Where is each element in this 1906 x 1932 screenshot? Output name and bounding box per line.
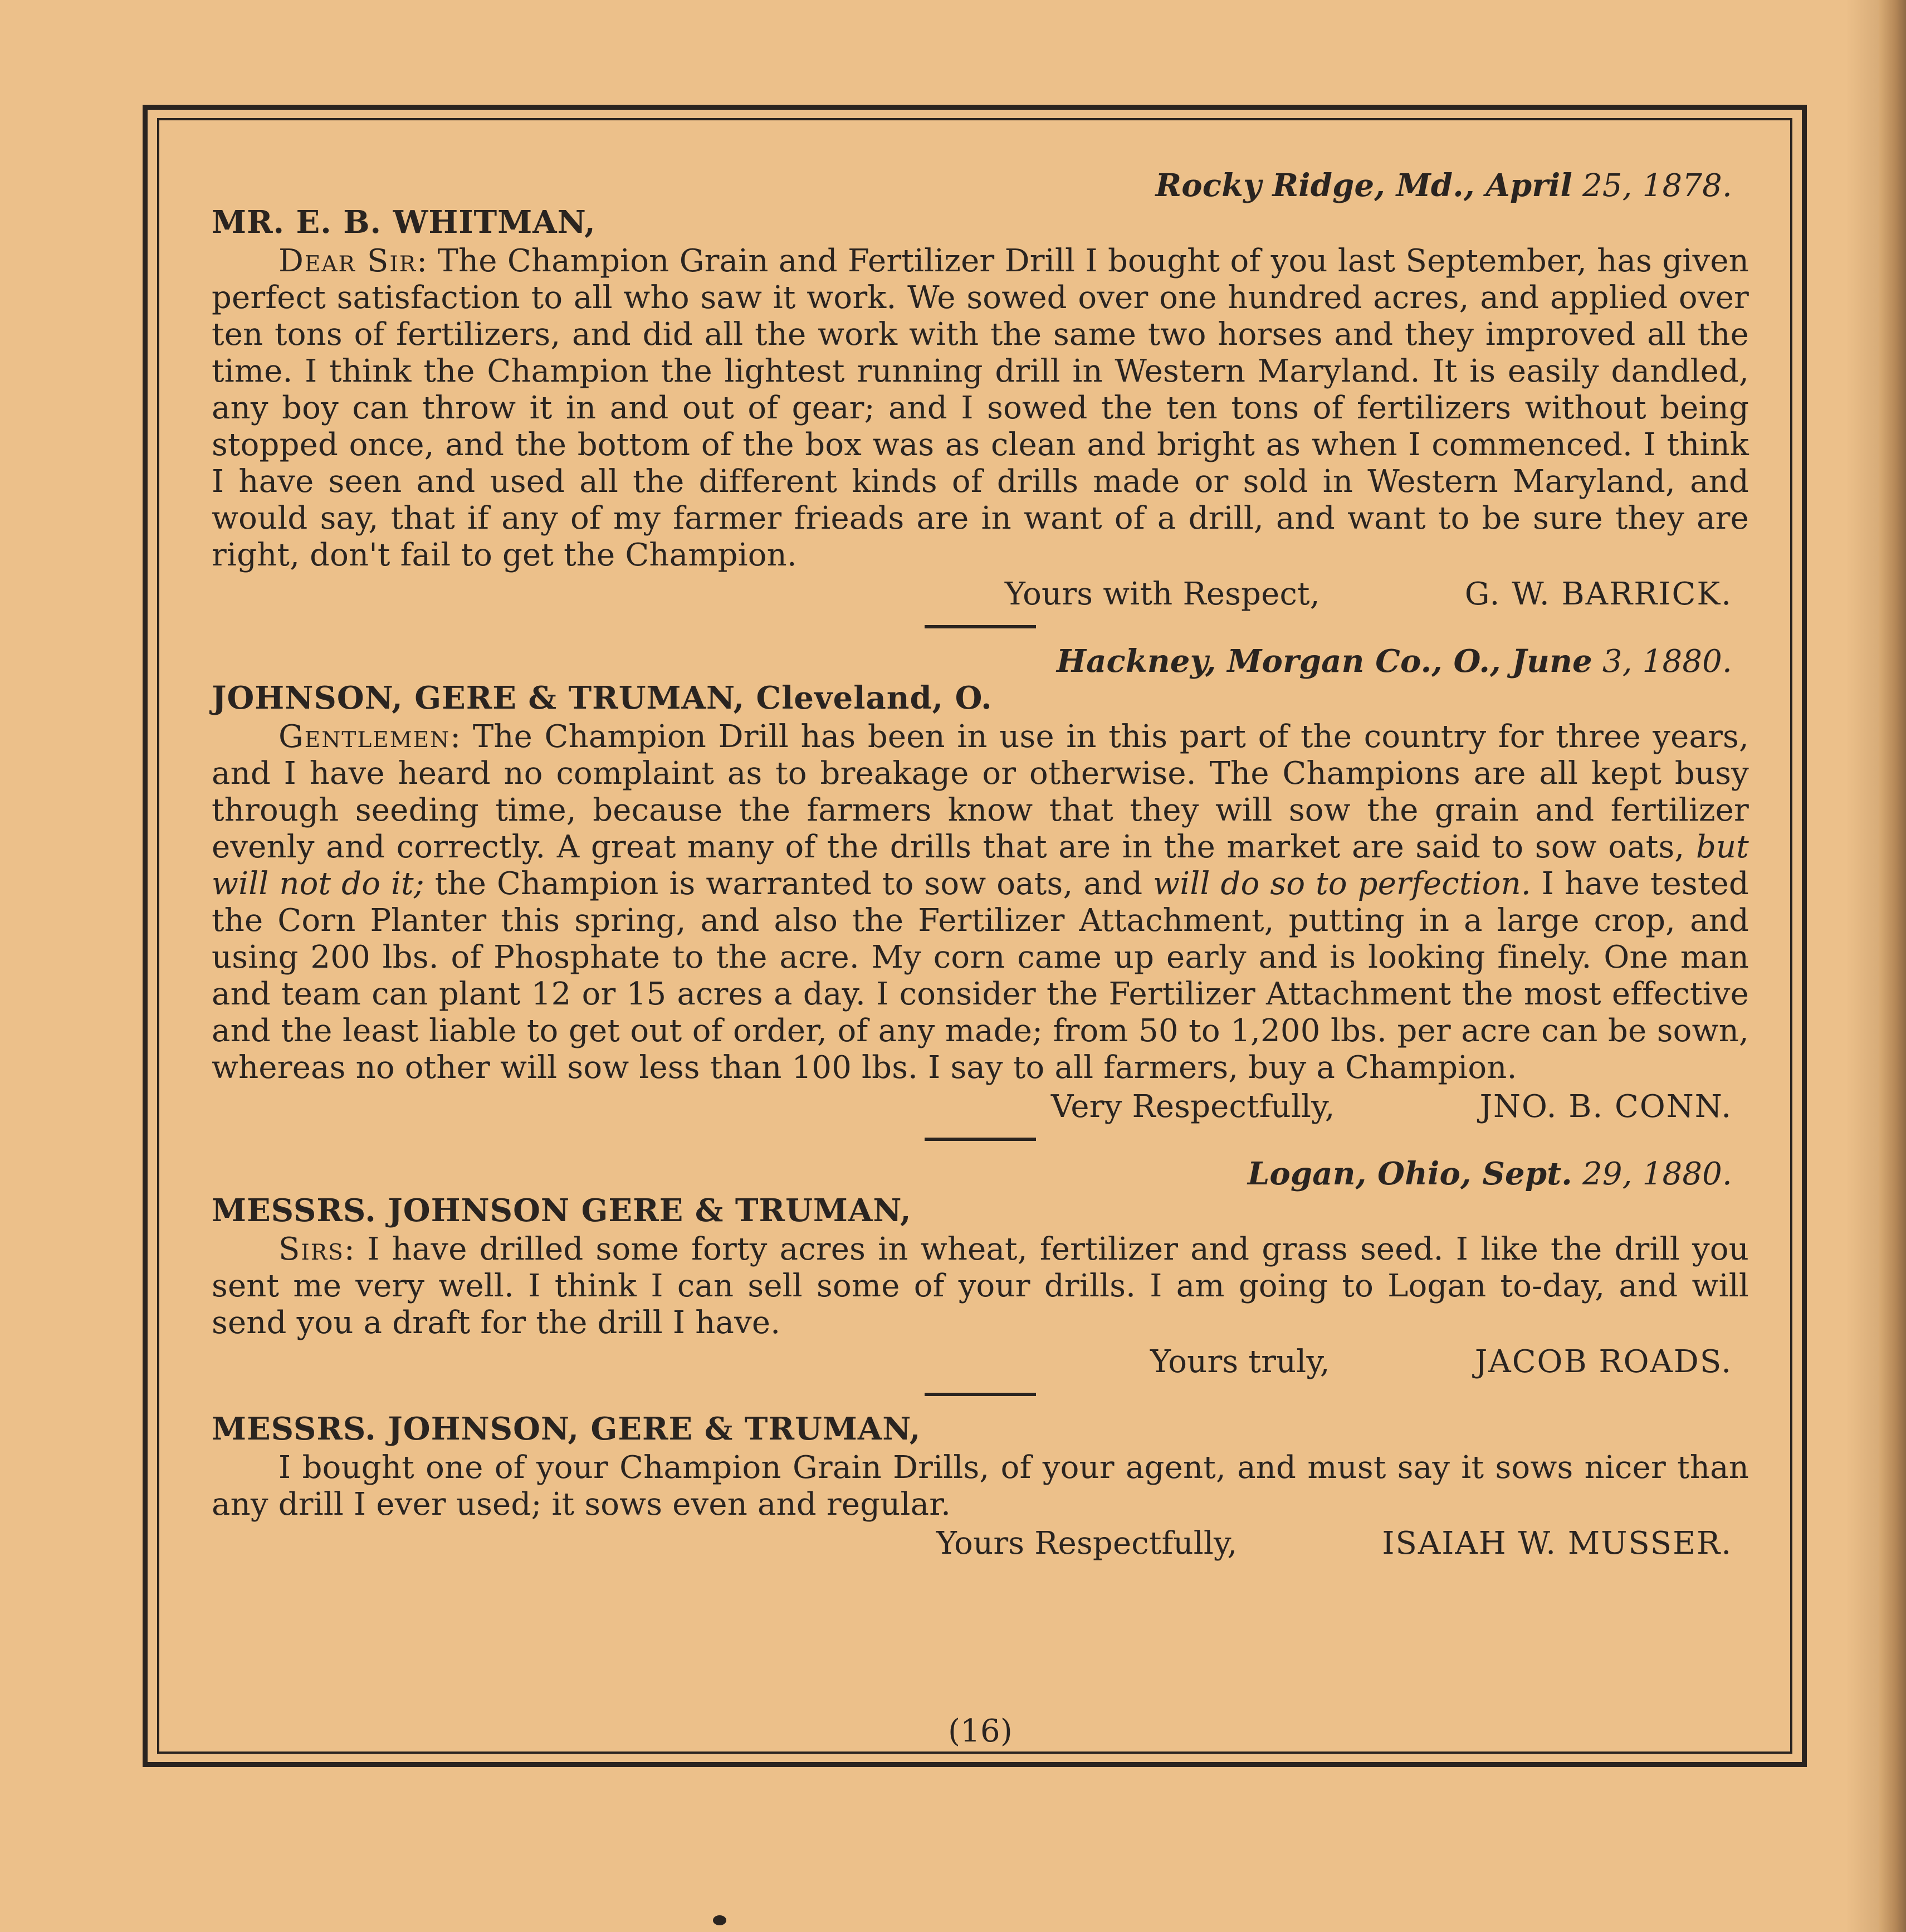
signer: ISAIAH W. MUSSER. [1382,1525,1732,1562]
addressee: MR. E. B. WHITMAN, [212,204,596,241]
addressee: MESSRS. JOHNSON, GERE & TRUMAN, [212,1411,921,1447]
body-italic-1: but will not do it; [212,829,1749,902]
dateline-place: Rocky Ridge, Md., April [1155,167,1572,204]
body-italic-2: will do so to perfection. [1153,866,1531,902]
dateline-date: 29, 1880. [1582,1156,1732,1192]
page-number: (16) [948,1713,1013,1749]
closing: Yours truly, [1150,1344,1330,1380]
closing: Yours Respectfully, [936,1525,1238,1562]
salutation: Gentlemen [278,719,451,755]
ink-blot [713,1915,726,1925]
addressee: MESSRS. JOHNSON GERE & TRUMAN, [212,1192,912,1229]
letter-body: I bought one of your Champion Grain Drills, of your agent, and must say it sows nicer than any drill I ever used; it sows even and regular. [212,1450,1749,1523]
signer: G. W. BARRICK. [1464,576,1732,612]
letter-barrick [212,167,1749,615]
closing: Yours with Respect, [1004,576,1320,612]
page-edge [1879,0,1906,1932]
dateline-place: Logan, Ohio, Sept. [1247,1155,1572,1192]
divider-rule [925,625,1036,628]
body-text-part2: the Champion is warranted to sow oats, and [434,866,1143,902]
salutation: Sirs [278,1231,344,1267]
signoff [212,1525,1749,1564]
signoff [212,576,1749,615]
divider-rule [925,1393,1036,1396]
dateline-date: 25, 1878. [1582,168,1732,204]
letter-body: Dear Sir: The Champion Grain and Fertilizer Drill I bought of you last September, has given perfect satisfaction to all who saw it work. We sowed over one hundred acres, and applied over ten tons of fertilizers, and did all the work with the same two horses and they improved all the time. I think the Champion the lightest running drill in Western Maryland. It is easily dandled, any boy can throw it in and out of gear; and I sowed the ten tons of fertilizers without being stopped once, and the bottom of the box was as clean and bright as when I commenced. I think I have seen and used all the different kinds of drills made or sold in Western Maryland, and would say, that if any of my farmer frieads are in want of a drill, and want to be sure they are right, don't fail to get the Champion. [212,243,1749,573]
salutation: Dear Sir [278,243,417,279]
dateline [212,1155,1749,1192]
letter-body: Gentlemen: The Champion Drill has been in use in this part of the country for three years, and I have heard no complaint as to breakage or otherwise. The Champions are all kept busy through seeding time, because the farmers know that they will sow the grain and fertilizer evenly and correctly. A great many of the drills that are in the market are said to sow oats, but will not do it; the Champion is warranted to sow oats, and will do so to perfection. I have tested the Corn Planter this spring, and also the Fertilizer Attachment, putting in a large crop, and using 200 lbs. of Phosphate to the acre. My corn came up early and is looking finely. One man and team can plant 12 or 15 acres a day. I consider the Fertilizer Attachment the most effective and the least liable to get out of order, of any made; from 50 to 1,200 lbs. per acre can be sown, whereas no other will sow less than 100 lbs. I say to all farmers, buy a Champion. [212,719,1749,1086]
signoff [212,1089,1749,1128]
closing: Very Respectfully, [1050,1089,1335,1125]
body-text: The Champion Grain and Fertilizer Drill I bought of you last September, has given perfect satisfaction to all who saw it work. We sowed over one hundred acres, and applied over ten tons of fertilizers, and did all the work with the same two horses and they improved all the time. I think the Champion the lightest running drill in Western Maryland. It is easily dandled, any boy can throw it in and out of gear; and I sowed the ten tons of fertilizers without being stopped once, and the bottom of the box was as clean and bright as when I commenced. I think I have seen and used all the different kinds of drills made or sold in Western Maryland, and would say, that if any of my farmer frieads are in want of a drill, and want to be sure they are right, don't fail to get the Champion. [212,243,1749,573]
dateline-date: 3, 1880. [1602,643,1732,680]
divider-rule [925,1138,1036,1141]
page-gutter-shadow [1846,0,1879,1932]
dateline [212,167,1749,204]
addressee: JOHNSON, GERE & TRUMAN, Cleveland, O. [212,680,993,716]
letter-body: Sirs: I have drilled some forty acres in wheat, fertilizer and grass seed. I like the drill you sent me very well. I think I can sell some of your drills. I am going to Logan to-day, and will send you a draft for the drill I have. [212,1231,1749,1341]
letter-roads [212,1155,1749,1383]
signer: JACOB ROADS. [1474,1344,1732,1380]
body-text-part1: The Champion Drill has been in use in this part of the country for three years, and I have heard no complaint as to breakage or otherwise. The Champions are all kept busy through seeding time, because the farmers know that they will sow the grain and fertilizer evenly and correctly. A great many of the drills that are in the market are said to sow oats, [212,719,1749,865]
dateline-place: Hackney, Morgan Co., O., June [1056,643,1592,680]
letter-musser [212,1411,1749,1564]
body-text-part3: I have tested the Corn Planter this spring, and also the Fertilizer Attachment, putting in a large crop, and using 200 lbs. of Phosphate to the acre. My corn came up early and is looking finely. One man and team can plant 12 or 15 acres a day. I consider the Fertilizer Attachment the most effective and the least liable to get out of order, of any made; from 50 to 1,200 lbs. per acre can be sown, whereas no other will sow less than 100 lbs. I say to all farmers, buy a Champion. [212,866,1749,1086]
page-content [212,167,1749,1749]
body-text: I have drilled some forty acres in wheat, fertilizer and grass seed. I like the drill you sent me very well. I think I can sell some of your drills. I am going to Logan to-day, and will send you a draft for the drill I have. [212,1231,1749,1341]
signer: JNO. B. CONN. [1479,1089,1732,1125]
dateline [212,643,1749,680]
letter-conn [212,643,1749,1128]
signoff [212,1344,1749,1383]
